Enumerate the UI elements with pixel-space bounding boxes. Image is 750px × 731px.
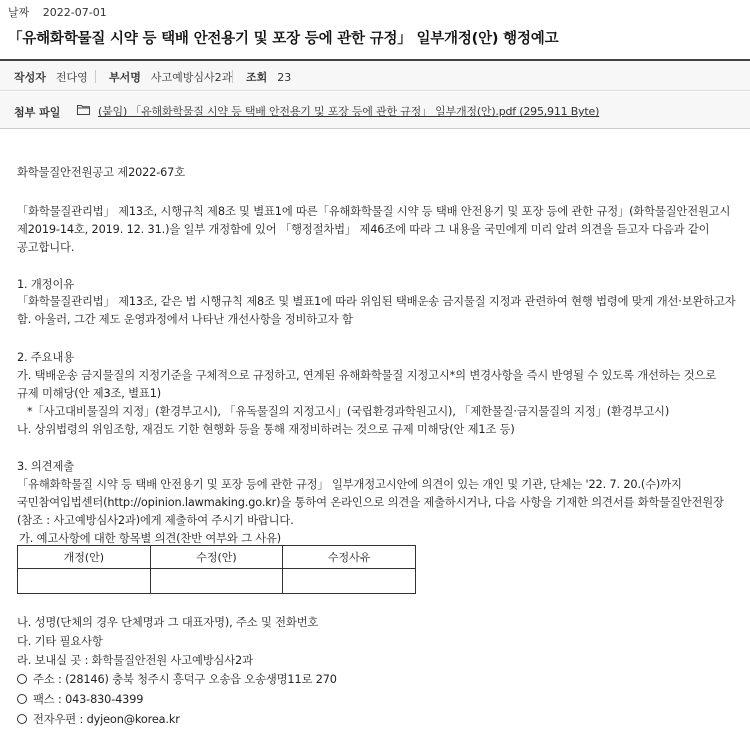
attachment-file-link[interactable]: (붙임) 「유해화학물질 시약 등 택배 안전용기 및 포장 등에 관한 규정」 일부개정(안).pdf (295,911 Byte) [98,105,600,118]
notice-number: 화학물질안전원공고 제2022-67호 [17,166,185,179]
section-2-footnote: *「사고대비물질의 지정」(환경부고시), 「유독물질의 지정고시」(국립환경과학원고시), 「제한물질·금지물질의 지정」(환경부고시) [27,405,670,418]
intro-line: 공고합니다. [17,241,75,254]
folder-icon [77,104,90,115]
date-value: 2022-07-01 [42,6,107,19]
section-1-line: 함. 아울러, 그간 제도 운영과정에서 나타난 개선사항을 정비하고자 함 [17,313,353,326]
address-text: 주소 : (28146) 충북 청주시 흥덕구 오송읍 오송생명11로 270 [33,673,337,686]
section-2-title: 2. 주요내용 [17,351,74,364]
section-3-title: 3. 의견제출 [17,460,74,473]
section-3-item-c: 다. 기타 필요사항 [17,635,103,648]
table-header-cell: 수정사유 [283,546,416,569]
table-header-row [18,546,416,569]
dept-value: 사고예방심사2과 [150,71,233,84]
table-cell [150,569,283,594]
page-title: 「유해화학물질 시약 등 택배 안전용기 및 포장 등에 관한 규정」 일부개정(안) 행정예고 [8,31,559,47]
author-cell [14,69,88,85]
views-cell [246,69,291,85]
fax-text: 팩스 : 043-830-4399 [33,693,144,706]
contact-address [17,671,337,687]
meta-separator [95,70,96,83]
table-header-cell: 수정(안) [150,546,283,569]
circle-bullet-icon [17,714,27,724]
views-label: 조회 [246,71,268,84]
section-2-item-a: 규제 미해당(안 제3조, 별표1) [17,387,161,400]
table-header-cell: 개정(안) [18,546,151,569]
section-3-line: 「유해화학물질 시약 등 택배 안전용기 및 포장 등에 관한 규정」 일부개정고시안에 의견이 있는 개인 및 기관, 단체는 '22. 7. 20.(수)까지 [17,478,682,491]
views-value: 23 [277,71,292,84]
author-value: 전다영 [55,71,88,84]
contact-email [17,711,180,727]
table-cell [18,569,151,594]
section-2-item-a: 가. 택배운송 금지물질의 지정기준을 구체적으로 규정하고, 연계된 유해화학물질 지정고시*의 변경사항을 즉시 반영될 수 있도록 개선하는 것으로 [17,369,717,382]
section-1-line: 「화학물질관리법」 제13조, 같은 법 시행규칙 제8조 및 별표1에 따라 위임된 택배운송 금지물질 지정과 관련하여 현행 법령에 맞게 개선·보완하고자 [17,295,736,308]
section-3-line: (참조 : 사고예방심사2과)에게 제출하여 주시기 바랍니다. [17,514,294,527]
meta-separator [232,70,233,83]
date-label: 날짜 [8,6,30,19]
circle-bullet-icon [17,694,27,704]
attachment-bar [0,92,750,129]
section-3-line: 국민참여입법센터(http://opinion.lawmaking.go.kr)을 통하여 온라인으로 의견을 제출하시거나, 다음 사항을 기재한 의견서를 화학물질안전원장 [17,496,724,509]
opinion-table [17,545,416,594]
meta-info-bar [0,61,750,91]
author-label: 작성자 [14,71,46,84]
dept-label: 부서명 [109,71,141,84]
table-row [18,569,416,594]
circle-bullet-icon [17,674,27,684]
contact-fax [17,691,143,707]
table-cell [283,569,416,594]
section-2-item-b: 나. 상위법령의 위임조항, 재검도 기한 현행화 등을 통해 재정비하려는 것으로 규제 미해당(안 제1조 등) [17,423,515,436]
section-3-item-d: 라. 보내실 곳 : 화학물질안전원 사고예방심사2과 [17,654,253,667]
email-text: 전자우편 : dyjeon@korea.kr [33,713,180,726]
intro-line: 제2019-14호, 2019. 12. 31.)을 일부 개정함에 있어 「행정절차법」 제46조에 따라 그 내용을 국민에게 미리 알려 의견을 듣고자 다음과 같이 [17,223,710,236]
section-3-item-b: 나. 성명(단체의 경우 단체명과 그 대표자명), 주소 및 전화번호 [17,616,319,629]
attachment-label: 첨부 파일 [14,106,61,119]
date-row [8,4,107,20]
section-1-title: 1. 개정이유 [17,278,74,291]
intro-line: 「화학물질관리법」 제13조, 시행규칙 제8조 및 별표1에 따른「유해화학물질 시약 등 택배 안전용기 및 포장 등에 관한 규정」(화학물질안전원고시 [17,205,731,218]
section-3-item-a: 가. 예고사항에 대한 항목별 의견(찬반 여부와 그 사유) [19,532,282,545]
dept-cell [109,69,232,85]
